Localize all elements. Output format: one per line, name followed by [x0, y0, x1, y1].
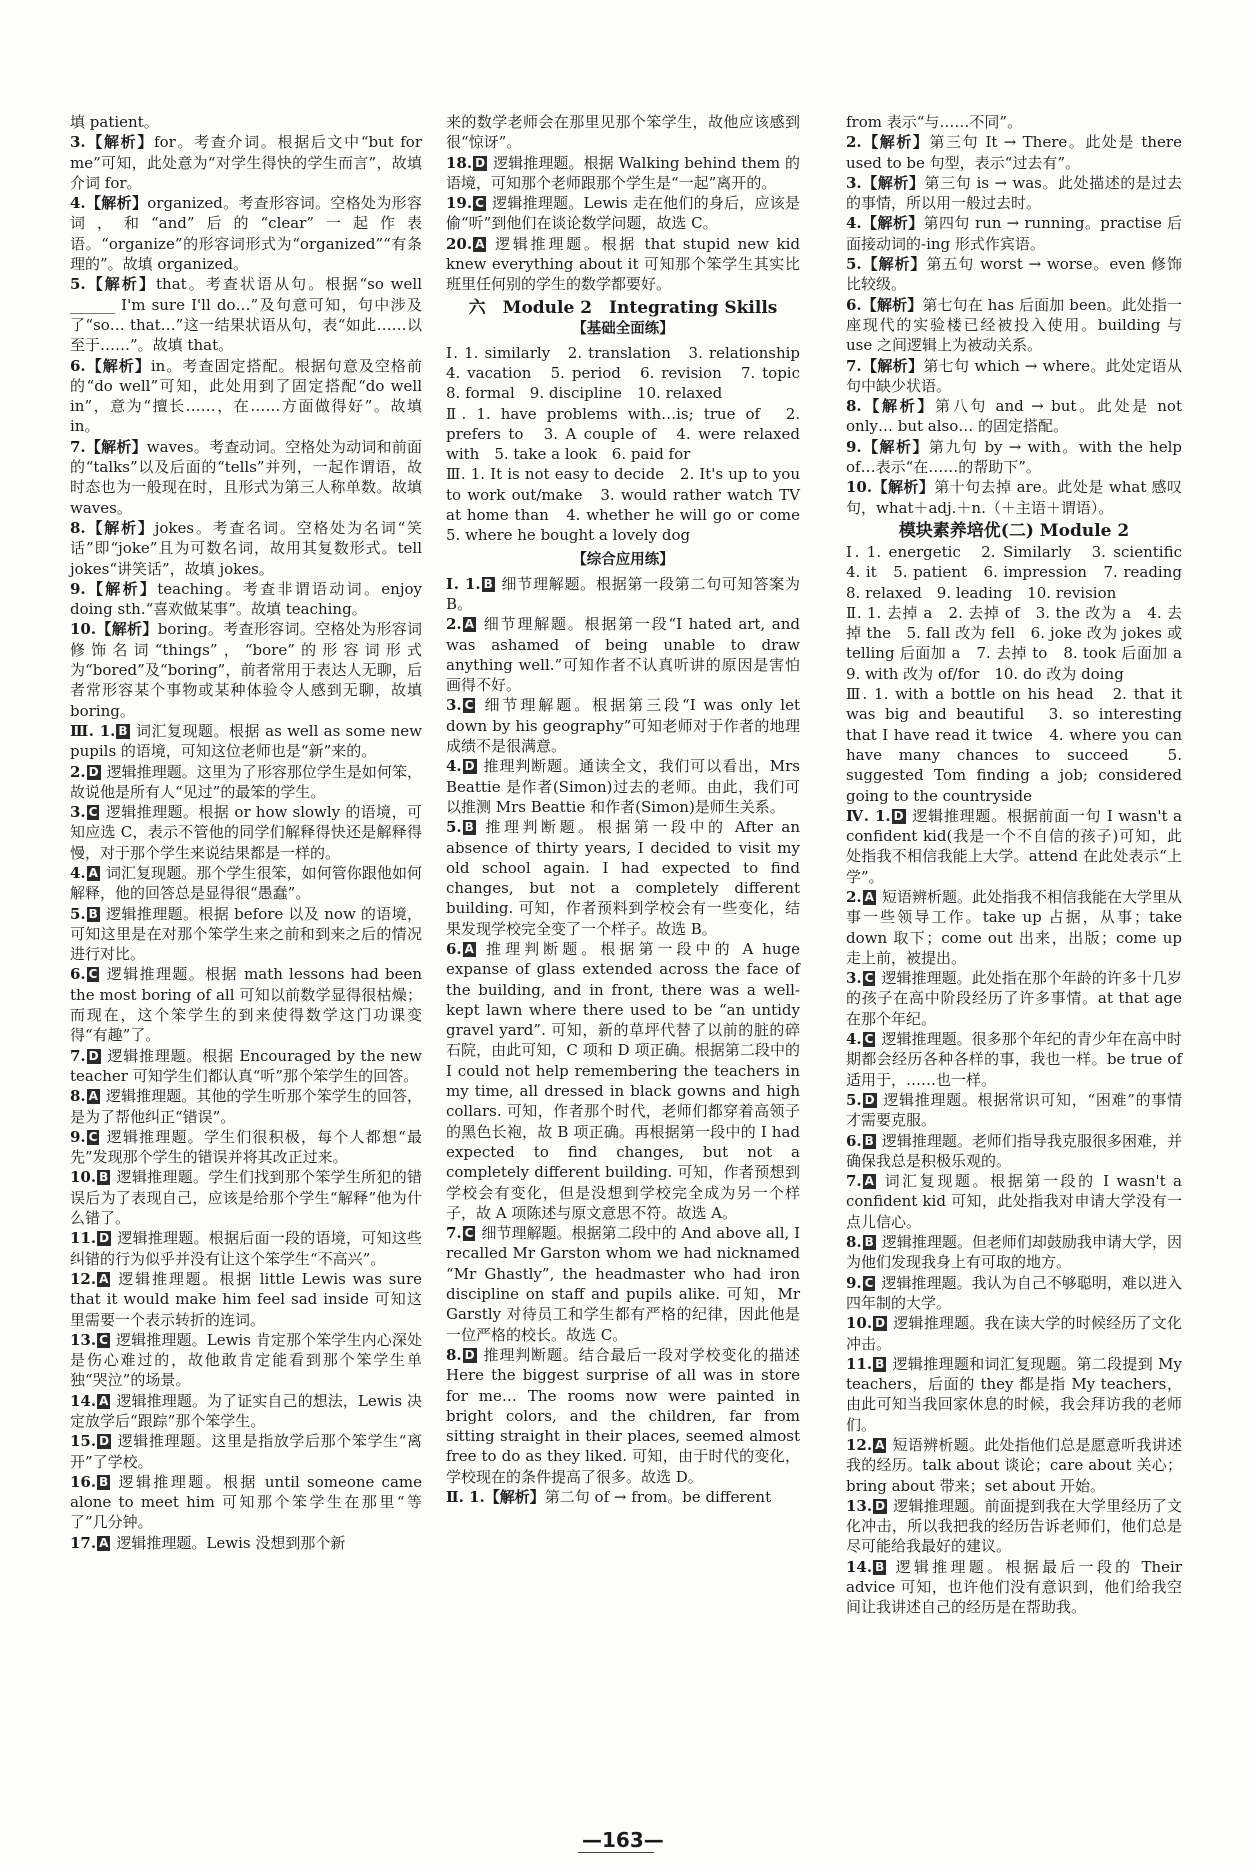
- answer-badge: C: [88, 805, 98, 820]
- answer-item: [70, 579, 422, 620]
- answer-item: [70, 518, 422, 579]
- item-number: 7.: [70, 437, 86, 456]
- item-text: 细节理解题。根据第二段中的 And above all, I recalled Mr Garston whom we had nicknamed “Mr Ghastly”, the headmaster who had iron discipline on staff and pupils alike. 可知，Mr Garstly 对待员工和学生都有严格的纪律，因此他是一位严格的校长。故选 C。: [446, 1224, 800, 1344]
- item-text: 逻辑推理题。我认为自己不够聪明，难以进入四年制的大学。: [846, 1273, 1182, 1312]
- answer-badge: D: [99, 1231, 110, 1246]
- answer-item: [846, 254, 1182, 295]
- item-number: 5.: [70, 275, 86, 294]
- item-number: 4.: [70, 194, 86, 213]
- item-number: 8.: [846, 397, 862, 416]
- item-text: 第九句 by → with。with the help of…表示“在……的帮助下”。: [846, 437, 1182, 477]
- item-number: 2.: [846, 887, 862, 906]
- answer-item: [846, 542, 1198, 603]
- answer-item: [446, 234, 800, 295]
- answer-item: [70, 1330, 422, 1391]
- item-text: 逻辑推理题和词汇复现题。第二段提到 My teachers，后面的 they 都是指 My teachers，由此可知当我回家休息的时候，我会拜访我的老师们。: [846, 1354, 1182, 1434]
- answer-item: [70, 112, 422, 132]
- item-text: 逻辑推理题。学生们找到那个笨学生所犯的错误后为了表现自己，应该是给那个学生“解释”他为什么错了。: [70, 1168, 422, 1228]
- item-text: 逻辑推理题。根据后面一段的语境，可知这些纠错的行为似乎并没有让这个笨学生“不高兴”。: [70, 1229, 422, 1268]
- answer-badge: D: [464, 1347, 475, 1362]
- item-number: 5.: [846, 1090, 862, 1109]
- answer-badge: A: [864, 889, 874, 904]
- analysis-label: 【解析】: [85, 133, 155, 152]
- item-text: 逻辑推理题。根据 math lessons had been the most boring of all 可知以前数学显得很枯燥；而现在，这个笨学生的到来使得数学这门功课变得“有趣”了。: [70, 965, 422, 1045]
- item-text: 细节理解题。根据第一段“I hated art, and was ashamed of being unable to draw anything well.”可知作者不认真听讲的原因是害怕画得不好。: [446, 615, 800, 695]
- answer-item: [70, 274, 422, 355]
- item-text: 第三句 It → There。此处是 there used to be 句型，表示“过去有”。: [846, 133, 1182, 172]
- item-text: boring。考查形容词。空格处为形容词修饰名词“things”，“bore”的形容词形式为“bored”及“boring”，前者常用于表达人无聊，后者常形容某个事物或某种体验令人感到无聊，故填 boring。: [70, 620, 422, 720]
- answer-badge: A: [99, 1535, 109, 1550]
- analysis-label: 【解析】: [96, 620, 158, 639]
- item-text: 逻辑推理题。根据 little Lewis was sure that it would make him feel sad inside 可知这里需要一个表示转折的连词。: [70, 1269, 422, 1329]
- item-number: 2.: [846, 133, 862, 152]
- answer-badge: C: [864, 971, 874, 986]
- answer-badge: C: [464, 1226, 474, 1241]
- analysis-label: 【解析】: [861, 295, 923, 314]
- middle-answers-top: [446, 112, 800, 295]
- item-text: 逻辑推理题。学生们很积极，每个人都想“最先”发现那个学生的错误并将其改正过来。: [70, 1127, 422, 1167]
- answer-item: [446, 817, 800, 939]
- answer-item: [70, 619, 422, 720]
- item-text: 逻辑推理题。根据 Walking behind them 的语境，可知那个老师跟那个学生是“一起”离开的。: [446, 153, 800, 192]
- answer-badge: C: [864, 1032, 874, 1047]
- answer-badge: B: [864, 1235, 874, 1250]
- analysis-label: 【解析】: [861, 133, 930, 152]
- answer-item: [70, 1127, 422, 1168]
- item-number: 8.: [846, 1233, 862, 1252]
- right-cloze-answers: [846, 806, 1182, 1618]
- analysis-label: 【解析】: [85, 579, 158, 598]
- item-number: 19.: [446, 194, 473, 213]
- analysis-label: 【解析】: [861, 173, 925, 192]
- answer-item: [846, 477, 1182, 518]
- answer-item: [70, 1046, 422, 1087]
- answer-item: [446, 939, 800, 1223]
- item-text: organized。考查形容词。空格处为形容词，和“and”后的“clear”一起作表语。“organize”的形容词形式为“organized”“有条理的”。故填 organized。: [70, 194, 422, 274]
- answer-item: [70, 1167, 422, 1228]
- answer-badge: B: [464, 820, 474, 835]
- answer-badge: B: [88, 906, 98, 921]
- answer-badge: D: [464, 759, 475, 774]
- item-number: 8.: [70, 518, 86, 537]
- answer-badge: D: [99, 1434, 110, 1449]
- item-text: Ⅱ. 1. 去掉 a 2. 去掉 of 3. the 改为 a 4. 去掉 the 5. fall 改为 fell 6. joke 改为 jokes 或 telling 后面加 a 7. 去掉 to 8. took 后面加 a 9. with 改为 of/for 10. do 改为 doing: [846, 603, 1198, 683]
- answer-badge: A: [99, 1393, 109, 1408]
- analysis-label: 【解析】: [85, 275, 157, 294]
- answer-badge: B: [99, 1474, 109, 1489]
- answer-item: [446, 343, 816, 404]
- item-text: 逻辑推理题。Lewis 肯定那个笨学生内心深处是伤心难过的，故他敢肯定能看到那个笨学生单独“哭泣”的场景。: [70, 1330, 422, 1390]
- answer-badge: D: [88, 764, 99, 779]
- item-text: 逻辑推理题。很多那个年纪的青少年在高中时期都会经历各种各样的事，我也一样。be true of 适用于，……也一样。: [846, 1030, 1182, 1089]
- answer-badge: C: [99, 1332, 108, 1347]
- answer-item: [70, 1391, 422, 1432]
- analysis-label: 【解析】: [85, 194, 148, 213]
- subsection-comprehensive: 【综合应用练】: [572, 550, 674, 568]
- item-number: 4.: [846, 214, 862, 233]
- item-number: 7.: [846, 356, 862, 375]
- item-number: 4.: [846, 1030, 862, 1049]
- answer-item: [846, 132, 1182, 173]
- answer-item: [70, 193, 422, 274]
- answer-badge: A: [464, 941, 474, 956]
- analysis-label: 【解析】: [85, 356, 151, 375]
- middle-column: [446, 112, 816, 1507]
- item-number: 20.: [446, 234, 473, 253]
- answer-item: [70, 1086, 422, 1127]
- answer-item: [446, 756, 800, 817]
- answer-badge: B: [875, 1356, 885, 1371]
- subsection-basic: 【基础全面练】: [572, 319, 674, 337]
- item-number: 3.: [446, 696, 462, 715]
- item-text: that。考查状语从句。根据“so well ______ I'm sure I'll do…”及句意可知，句中涉及了“so… that…”这一结果状语从句，表“如此……以至于……”。故填 that。: [70, 275, 422, 355]
- answer-item: [446, 404, 800, 465]
- answer-item: [446, 574, 800, 615]
- item-text: 推理判断题。通读全文，我们可以看出，Mrs Beattie 是作者(Simon)过去的老师。由此，我们可以推测 Mrs Beattie 和作者(Simon)是师生关系。: [446, 757, 800, 816]
- item-text: 逻辑推理题。其他的学生听那个笨学生的回答，是为了帮他纠正“错误”。: [70, 1087, 422, 1126]
- item-text: 第八句 and → but。此处是 not only… but also… 的固定搭配。: [846, 397, 1182, 436]
- item-number: 10.: [70, 1168, 97, 1187]
- item-text: 逻辑推理题。Lewis 走在他们的身后，应该是偷“听”到他们在谈论数学问题，故选 C。: [446, 194, 800, 233]
- item-number: 6.: [846, 295, 862, 314]
- item-number: 16.: [70, 1472, 97, 1491]
- answer-badge: B: [864, 1133, 874, 1148]
- item-text: 逻辑推理题。根据 before 以及 now 的语境，可知这里是在对那个笨学生来之前和到来之后的情况进行对比。: [70, 904, 422, 964]
- analysis-label: 【解析】: [484, 1488, 545, 1506]
- answer-badge: A: [464, 617, 474, 632]
- answer-badge: A: [88, 865, 98, 880]
- item-number: 9.: [846, 1273, 862, 1292]
- page-number-rule: [578, 1852, 654, 1853]
- item-text: 词汇复现题。那个学生很笨，如何管你跟他如何解释，他的回答总是显得很“愚蠢”。: [70, 863, 422, 903]
- item-text: 来的数学老师会在那里见那个笨学生，故他应该感到很“惊讶”。: [446, 113, 800, 152]
- analysis-label: 【解析】: [861, 255, 927, 274]
- answer-item: [70, 132, 422, 193]
- answer-badge: B: [483, 576, 493, 591]
- answer-badge: A: [875, 1438, 885, 1452]
- item-number: 6.: [70, 965, 86, 984]
- analysis-label: 【解析】: [872, 478, 935, 497]
- item-number: Ⅳ. 1.: [846, 806, 891, 825]
- answer-item: [846, 396, 1182, 437]
- item-number: Ⅰ. 1.: [446, 574, 481, 593]
- item-text: jokes。考查名词。空格处为名词“笑话”即“joke”且为可数名词，故用其复数形式。tell jokes“讲笑话”，故填 jokes。: [70, 518, 422, 578]
- answer-item: [846, 603, 1198, 684]
- answer-item: [446, 1223, 800, 1345]
- item-text: 词汇复现题。根据第一段的 I wasn't a confident kid 可知，此处指我对申请大学没有一点儿信心。: [846, 1172, 1182, 1231]
- answer-item: [70, 1269, 422, 1330]
- analysis-label: 【解析】: [85, 437, 147, 456]
- item-number: 3.: [70, 803, 86, 822]
- item-text: 第二句 of → from。be different: [544, 1488, 772, 1506]
- item-text: 第三句 is → was。此处描述的是过去的事情，所以用一般过去时。: [846, 173, 1182, 213]
- answer-badge: A: [99, 1271, 109, 1286]
- analysis-label: 【解析】: [861, 214, 924, 233]
- analysis-label: 【解析】: [861, 356, 924, 375]
- item-number: 7.: [846, 1172, 862, 1191]
- item-text: 第七句在 has 后面加 been。此处指一座现代的实验楼已经被投入使用。building 与 use 之间逻辑上为被动关系。: [846, 295, 1182, 355]
- answer-item: [846, 1496, 1182, 1557]
- answer-badge: B: [99, 1170, 109, 1185]
- answer-badge: A: [475, 236, 485, 251]
- item-number: 9.: [846, 437, 862, 456]
- answer-item: [70, 356, 422, 437]
- item-text: 填 patient。: [70, 113, 159, 131]
- answer-badge: C: [475, 196, 484, 211]
- item-number: 18.: [446, 153, 473, 172]
- answer-item: [446, 153, 800, 194]
- item-text: 逻辑推理题。但老师们却鼓励我申请大学，因为他们发现我身上有可取的地方。: [846, 1233, 1182, 1272]
- answer-item: [846, 684, 1182, 806]
- answer-badge: D: [875, 1498, 886, 1513]
- item-number: Ⅲ. 1.: [70, 721, 116, 740]
- answer-item: [846, 112, 1182, 132]
- analysis-label: 【解析】: [861, 437, 929, 456]
- answer-item: [446, 464, 816, 545]
- item-number: 15.: [70, 1432, 97, 1451]
- analysis-label: 【解析】: [861, 397, 936, 416]
- answer-item: [70, 437, 422, 518]
- answer-item: [846, 1354, 1182, 1435]
- answer-item: [846, 1557, 1182, 1618]
- item-number: 5.: [70, 904, 86, 923]
- page-number: —163—: [582, 1828, 664, 1852]
- item-text: Ⅲ. 1. It is not easy to decide 2. It's up to you to work out/make 3. would rather watch TV at home than 4. whether he will go or come 5. where he bought a lovely dog: [446, 465, 816, 545]
- item-text: 逻辑推理题。根据前面一句 I wasn't a confident kid(我是一个不自信的孩子)可知，此处指我不相信我能上大学。attend 在此处表示“上学”。: [846, 806, 1183, 886]
- item-text: teaching。考查非谓语动词。enjoy doing sth.“喜欢做某事”。故填 teaching。: [70, 579, 422, 619]
- answer-badge: C: [864, 1275, 874, 1290]
- answer-item: [70, 762, 422, 803]
- item-text: for。考查介词。根据后文中“but for me”可知，此处意为“对学生得快的学生而言”，故填介词 for。: [70, 133, 422, 192]
- item-text: 词汇复现题。根据 as well as some new pupils 的语境，可知这位老师也是“新”来的。: [70, 721, 423, 761]
- answer-item: [70, 1472, 422, 1533]
- answer-item: [70, 1533, 422, 1553]
- item-text: 推理判断题。根据第一段中的 A huge expanse of glass extended across the face of the building, and in front, there was a well-kept lawn where there used to be “an untidy gravel yard”. 可知，新的草坪代替了以前的脏的碎石院，由此可知，C 项和 D 项正确。根据第二段中的 I could not help remembering the teachers in my time, all dressed in black gowns and high collars. 可知，作者那个时代，老师们都穿着高领子的黑色长袍，故 B 项正确。再根据第一段中的 I had expected to find changes, but not a completely different building. 可知，作者预想到学校会有变化，但是没想到学校完全成为另一个样子，故 A 项陈述与原文意思不符。故选 A。: [446, 939, 800, 1222]
- right-column: [846, 112, 1198, 1618]
- item-number: 8.: [446, 1345, 462, 1364]
- item-number: 2.: [446, 615, 462, 634]
- answer-badge: C: [88, 1129, 98, 1144]
- answer-item: [846, 1131, 1182, 1172]
- item-text: 推理判断题。根据第一段中的 After an absence of thirty years, I decided to visit my old school again. I had expected to find changes, but not a completely different building. 可知，作者预料到学校会有一些变化，结果发现学校完全变了一个样子。故选 B。: [446, 818, 800, 938]
- answer-item: [846, 1273, 1182, 1314]
- item-text: 第七句 which → where。此处定语从句中缺少状语。: [846, 356, 1182, 395]
- item-text: waves。考查动词。空格处为动词和前面的“talks”以及后面的“tells”并列，一起作谓语，故时态也为一般现在时，且形式为第三人称单数。故填 waves。: [70, 437, 422, 517]
- item-number: 17.: [70, 1533, 97, 1552]
- answer-badge: C: [464, 698, 474, 713]
- item-number: 8.: [70, 1087, 86, 1106]
- answer-badge: D: [875, 1316, 886, 1331]
- answer-badge: B: [118, 723, 128, 738]
- answer-badge: D: [475, 155, 486, 170]
- section-title-module2: 六 Module 2 Integrating Skills: [468, 297, 778, 318]
- item-text: 逻辑推理题。老师们指导我克服很多困难，并确保我总是积极乐观的。: [846, 1131, 1182, 1170]
- answer-item: [846, 295, 1182, 356]
- answer-item: [70, 721, 422, 762]
- item-number: 11.: [846, 1354, 873, 1373]
- item-number: 7.: [446, 1224, 462, 1243]
- item-number: 10.: [846, 478, 873, 497]
- item-number: 4.: [70, 863, 86, 882]
- answer-badge: A: [864, 1174, 874, 1189]
- item-number: 3.: [846, 173, 862, 192]
- answer-badge: D: [88, 1048, 99, 1063]
- item-text: Ⅰ. 1. similarly 2. translation 3. relationship 4. vacation 5. period 6. revision 7. topic 8. formal 9. discipline 10. relaxed: [446, 343, 816, 403]
- item-number: 3.: [846, 969, 862, 988]
- item-number: 14.: [846, 1557, 873, 1576]
- answer-item: [846, 1171, 1182, 1232]
- item-text: 细节理解题。根据第一段第二句可知答案为 B。: [446, 574, 800, 613]
- item-text: 第五句 worst → worse。even 修饰比较级。: [846, 255, 1182, 294]
- item-text: 逻辑推理题。我在读大学的时候经历了文化冲击。: [846, 1314, 1182, 1353]
- answer-item: [846, 1232, 1182, 1273]
- middle-comprehensive-answers: [446, 574, 800, 1508]
- answer-badge: C: [88, 967, 98, 982]
- item-text: 推理判断题。结合最后一段对学校变化的描述 Here the biggest surprise of all was in store for me… The rooms now were painted in bright colors, and the children, far from sitting straight in their places, seemed almost free to do as they liked. 可知，由于时代的变化，学校现在的条件提高了很多。故选 D。: [446, 1345, 800, 1486]
- answer-item: [70, 964, 422, 1045]
- item-number: 11.: [70, 1229, 97, 1248]
- item-text: Ⅱ. 1. have problems with…is; true of 2. prefers to 3. A couple of 4. were relaxed with 5. take a look 6. paid for: [446, 404, 800, 464]
- answer-item: [846, 1313, 1182, 1354]
- answer-item: [846, 356, 1182, 397]
- analysis-label: 【解析】: [85, 518, 155, 537]
- answer-item: [446, 1345, 800, 1487]
- item-number: 13.: [846, 1496, 873, 1515]
- answer-item: [70, 863, 422, 904]
- answer-item: [846, 437, 1182, 478]
- item-text: Ⅰ. 1. energetic 2. Similarly 3. scientific 4. it 5. patient 6. impression 7. reading 8. relaxed 9. leading 10. revision: [846, 542, 1198, 602]
- answer-item: [70, 904, 422, 965]
- item-text: 逻辑推理题。前面提到我在大学里经历了文化冲击，所以我把我的经历告诉老师们，他们总是尽可能给我最好的建议。: [846, 1496, 1182, 1556]
- answer-item: [70, 1228, 422, 1269]
- item-text: 短语辨析题。此处指他们总是愿意听我讲述我的经历。talk about 谈论；care about 关心；bring about 带来；set about 开始。: [846, 1436, 1182, 1495]
- item-text: 逻辑推理题。根据 Encouraged by the new teacher 可知学生们都认真“听”那个笨学生的回答。: [70, 1046, 422, 1085]
- section-title-module-quality: 模块素养培优(二) Module 2: [898, 520, 1130, 541]
- item-number: 6.: [70, 356, 86, 375]
- item-number: 3.: [70, 133, 86, 152]
- right-fill-answers: [846, 542, 1198, 806]
- item-text: Ⅲ. 1. with a bottle on his head 2. that it was big and beautiful 3. so interesting that I have read it twice 4. where you can have many chances to succeed 5. suggested Tom finding a job; considered going to the countryside: [846, 685, 1182, 805]
- item-number: 6.: [446, 939, 462, 958]
- answer-badge: D: [864, 1092, 875, 1107]
- answer-item: [846, 1090, 1182, 1131]
- item-text: 逻辑推理题。根据 that stupid new kid knew everything about it 可知那个笨学生其实比班里任何别的学生的数学都要好。: [446, 234, 800, 294]
- item-text: 第十句去掉 are。此处是 what 感叹句，what＋adj.＋n.（＋主语＋谓语）。: [846, 478, 1182, 517]
- item-number: 13.: [70, 1330, 97, 1349]
- right-answers-top: [846, 112, 1182, 518]
- answer-item: [846, 213, 1182, 254]
- item-number: 12.: [846, 1436, 873, 1454]
- item-number: 6.: [846, 1131, 862, 1150]
- item-text: 逻辑推理题。根据最后一段的 Their advice 可知，也许他们没有意识到，他们给我空间让我讲述自己的经历是在帮助我。: [846, 1557, 1182, 1617]
- item-number: 2.: [70, 762, 86, 781]
- answer-item: [446, 193, 800, 234]
- answer-item: [846, 887, 1182, 968]
- item-text: from 表示“与……不同”。: [846, 113, 1023, 131]
- item-number: 12.: [70, 1269, 97, 1288]
- answer-item: [446, 614, 800, 695]
- item-text: 逻辑推理题。根据常识可知，“困难”的事情才需要克服。: [846, 1090, 1182, 1130]
- item-number: 10.: [846, 1314, 873, 1333]
- left-column: [70, 112, 422, 1553]
- item-text: 逻辑推理题。这里为了形容那位学生是如何笨，故说他是所有人“见过”的最笨的学生。: [70, 762, 422, 801]
- item-number: 5.: [846, 255, 862, 274]
- answer-item: [846, 806, 1182, 887]
- item-text: 逻辑推理题。为了证实自己的想法，Lewis 决定放学后“跟踪”那个笨学生。: [70, 1391, 422, 1430]
- answer-item: [446, 1487, 800, 1507]
- answer-badge: A: [88, 1089, 98, 1104]
- item-text: 逻辑推理题。根据 until someone came alone to meet him 可知那个笨学生在那里“等了”几分钟。: [70, 1472, 422, 1532]
- item-text: 逻辑推理题。此处指在那个年龄的许多十几岁的孩子在高中阶段经历了许多事情。at that age 在那个年纪。: [846, 969, 1182, 1028]
- item-text: 细节理解题。根据第三段“I was only let down by his geography”可知老师对于作者的地理成绩不是很满意。: [446, 696, 800, 756]
- answer-item: [846, 1435, 1182, 1496]
- answer-item: [70, 802, 422, 863]
- answer-badge: D: [893, 808, 904, 823]
- item-number: Ⅱ. 1.: [446, 1488, 485, 1506]
- middle-basic-answers: [446, 343, 816, 546]
- item-number: 4.: [446, 757, 462, 776]
- item-number: 9.: [70, 1127, 86, 1146]
- item-text: 第四句 run → running。practise 后面接动词的-ing 形式作宾语。: [846, 214, 1182, 253]
- item-text: 逻辑推理题。这里是指放学后那个笨学生“离开”了学校。: [70, 1432, 422, 1471]
- item-text: 短语辨析题。此处指我不相信我能在大学里从事一些领导工作。take up 占据，从事；take down 取下；come out 出来，出版；come up 走上前，被提出。: [846, 887, 1182, 967]
- answer-item: [846, 173, 1182, 214]
- answer-item: [846, 968, 1182, 1029]
- answer-item: [846, 1029, 1182, 1090]
- answer-item: [446, 695, 800, 756]
- answer-item: [446, 112, 800, 153]
- answer-badge: B: [875, 1559, 885, 1574]
- item-number: 10.: [70, 620, 97, 639]
- item-text: 逻辑推理题。根据 or how slowly 的语境，可知应选 C，表示不管他的同学们解释得快还是解释得慢，对于那个学生来说结果都是一样的。: [70, 803, 422, 862]
- item-text: in。考查固定搭配。根据句意及空格前的“do well”可知，此处用到了固定搭配“do well in”，意为“擅长……，在……方面做得好”。故填 in。: [70, 356, 422, 436]
- item-number: 9.: [70, 579, 86, 598]
- item-number: 7.: [70, 1046, 86, 1065]
- item-number: 14.: [70, 1391, 97, 1410]
- item-text: 逻辑推理题。Lewis 没想到那个新: [116, 1533, 346, 1552]
- item-number: 5.: [446, 818, 462, 837]
- answer-item: [70, 1431, 422, 1472]
